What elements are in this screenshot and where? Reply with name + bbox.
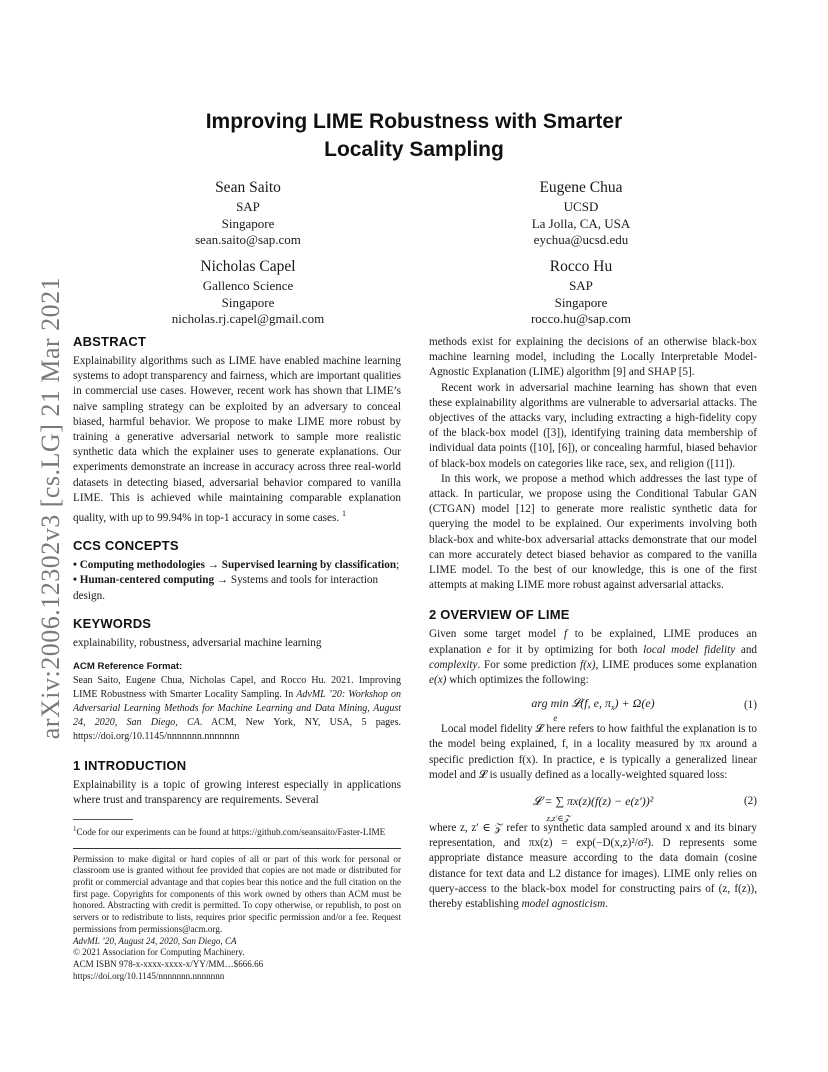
p4-fx: f(x) [579,658,596,671]
keywords-heading: KEYWORDS [73,615,152,631]
author-location: Singapore [221,294,275,310]
intro-paragraph-1: methods exist for explaining the decisions of an otherwise black-box machine learning model, including the Locally Interpretable Model-Agnostic Explanation (LIME) algorithm [9] and SHAP [5]. [429,336,757,379]
p4-ex: e(x) [429,674,447,687]
abstract-footnote-mark: 1 [341,509,346,519]
equation-1-tail: ) + Ω(e) [614,695,655,710]
ccs-concept-2: • Human-centered computing [73,574,215,587]
p4-part-a: Given some target model [429,628,564,641]
title-line-2: Locality Sampling [324,138,504,161]
author-affiliation: SAP [236,199,260,214]
p6-end: . [605,898,608,911]
author-block-2 [471,178,691,249]
permission-rule [73,848,401,849]
footnote [73,823,401,838]
keywords-text: explainability, robustness, adversarial machine learning [73,636,322,649]
author-name: Rocco Hu [549,258,613,275]
p4-local-model-fidelity: local model fidelity [643,643,736,656]
title-line-1: Improving LIME Robustness with Smarter [205,110,623,133]
overview-paragraph-2: Local model fidelity 𝓛 here refers to how faithful the explanation is to the model being explained, f, in a locality measured by πx around a specific prediction f(x). In practice, e is typically a generalized linear model and 𝓛 is usually defined as a locally-weighted squared loss: [429,723,757,781]
ccs-concept-2-detail: → Systems and tools for interaction design. [73,574,379,602]
footnote-rule [73,819,133,820]
acm-reference-label: ACM Reference Format: [73,661,183,673]
left-column [73,334,401,982]
ccs-separator: ; [396,559,400,572]
acm-ref-venue: AdvML ’20: Workshop on Adversarial Learning Methods for Machine Learning and Data Mining, August 24, 2020, San Diego, CA [73,689,401,729]
author-block-3 [138,257,358,328]
footnote-text: Code for our experiments can be found at https://github.com/seansaito/Faster-LIME [76,826,386,837]
equation-1-main: arg min 𝓛(f, e, π [531,695,611,710]
p6-text: where z, z′ ∈ 𝒵 refer to synthetic data sampled around x and its binary representation, and πx(z) = exp(−D(x,z)²/σ²). D represents some appropriate distance measure according to the data domain (cosine distance for text data and L2 distance for images). LIME only relies on query-access to the black-box model for constructing pairs of (z, f(z)), thereby establishing [429,822,757,911]
acm-reference [73,659,401,744]
equation-2-main: 𝓛 = ∑ πx(z)(f(z) − e(z′))² [532,794,654,809]
author-location: La Jolla, CA, USA [531,215,631,231]
acm-ref-part-a: Sean Saito, Eugene Chua, Nicholas Capel, and Rocco Hu. 2021. Improving LIME Robustness with Smarter Locality Sampling. In [73,675,401,701]
author-affiliation: UCSD [563,199,599,214]
overview-paragraph-1 [429,627,757,688]
author-name: Sean Saito [215,179,281,196]
author-location: Singapore [554,294,608,310]
abstract-heading: ABSTRACT [73,334,147,349]
author-email: eychua@ucsd.edu [533,232,629,247]
overview-paragraph-3 [429,821,757,912]
author-affiliation: SAP [569,278,593,293]
author-name: Nicholas Capel [200,258,296,275]
p4-f: f [563,628,568,641]
p4-part-f: , LIME produces some explanation [595,658,758,671]
p4-e: e [486,643,492,656]
arxiv-identifier-stamp [36,276,66,740]
ccs-text [73,558,401,604]
p4-part-d: and [735,643,758,656]
author-email: rocco.hu@sap.com [530,311,632,326]
author-block-1 [138,178,358,249]
ccs-concept-1: • Computing methodologies → Supervised learning by classification [73,559,397,572]
abstract-text [73,354,401,526]
p4-part-c: for it by optimizing for both [491,643,644,656]
acm-ref-part-b: . ACM, New York, NY, USA, 5 pages. https://doi.org/10.1145/nnnnnnn.nnnnnnn [73,717,401,743]
right-column [429,335,757,912]
permission-block [73,854,401,983]
introduction-heading: 1 INTRODUCTION [73,758,187,774]
p4-part-g: which optimizes the following: [446,674,589,687]
equation-2-under: z,z′∈𝒵 [546,813,571,824]
equation-2-number: (2) [743,795,757,808]
p4-part-e: . For some prediction [477,658,580,671]
ccs-heading: CCS CONCEPTS [73,538,179,554]
author-block-4 [471,257,691,328]
p4-part-b: to be explained, LIME produces an explanation [429,628,757,656]
equation-2 [429,783,757,824]
overview-heading: 2 OVERVIEW OF LIME [429,607,570,623]
author-email: sean.saito@sap.com [195,232,301,247]
permission-copyright: © 2021 Association for Computing Machinery. [73,947,245,958]
equation-1-number: (1) [743,698,757,711]
author-name: Eugene Chua [539,179,623,196]
author-location: Singapore [221,215,275,231]
arxiv-id-text: arXiv:2006.12302v3 [cs.LG] 21 Mar 2021 [36,276,65,740]
author-email: nicholas.rj.capel@gmail.com [171,311,325,326]
p6-model-agnosticism: model agnosticism [521,898,606,911]
permission-doi: https://doi.org/10.1145/nnnnnnn.nnnnnnn [73,970,225,981]
permission-isbn: ACM ISBN 978-x-xxxx-xxxx-x/YY/MM…$666.66 [73,958,264,969]
equation-1 [429,688,757,722]
paper-title [140,108,688,164]
p4-complexity: complexity [429,658,478,671]
introduction-text: Explainability is a topic of growing interest especially in applications where trust and transparency are requirements. Several [73,779,401,807]
equation-2-body [532,794,654,824]
footnote-mark: 1 [73,824,77,833]
author-affiliation: Gallenco Science [202,278,294,293]
abstract-body: Explainability algorithms such as LIME have enabled machine learning systems to adopt transparency and fairness, which are important qualities in commercial use cases. However, recent work has shown that LIME’s naive sampling strategy can be exploited by an adversary to conceal biased, harmful behavior. We propose to make LIME more robust by training a generative adversarial network to sample more realistic synthetic data which the explainer uses to generate explanations. Our experiments demonstrate an increase in accuracy across three real-world datasets in detecting biased, adversarial behavior compared to vanilla LIME. This is achieved while maintaining comparable explanation quality, with up to 99.94% in top-1 accuracy in some cases. [73,355,401,525]
intro-paragraph-2: Recent work in adversarial machine learning has shown that even these explainability algorithms are vulnerable to adversarial attacks. The objectives of the attacks vary, including extracting a high-fidelity copy of the black-box model ([3]), identifying training data membership of individual data points ([10], [6]), or concealing harmful, biased behavior of black-box models on categories like race, sex, and religion ([11]). [429,381,757,470]
intro-paragraph-3: In this work, we propose a method which addresses the last type of attack. In particular, we propose using the Conditional Tabular GAN (CTGAN) model [12] to generate more realistic synthetic data for querying the model to be explained. Our experiments involving both black-box and white-box adversarial attacks demonstrate that our model can more accurately detect biased behavior as compared to the vanilla LIME model. To the best of our knowledge, this is one of the first attempts at making LIME more robust against adversarial attacks. [429,472,757,592]
equation-1-body [531,695,655,723]
equation-1-sub: x [610,702,615,712]
equation-1-under: e [553,712,558,723]
acm-reference-text [73,674,401,744]
permission-venue: AdvML ’20, August 24, 2020, San Diego, CA [73,935,237,946]
permission-text: Permission to make digital or hard copies of all or part of this work for personal or classroom use is granted without fee provided that copies are not made or distributed for profit or commercial advantage and that copies bear this notice and the full citation on the first page. Copyrights for components of this work owned by others than ACM must be honored. Abstracting with credit is permitted. To copy otherwise, or republish, to post on servers or to redistribute to lists, requires prior specific permission and/or a fee. Request permissions from permissions@acm.org. [73,853,401,934]
